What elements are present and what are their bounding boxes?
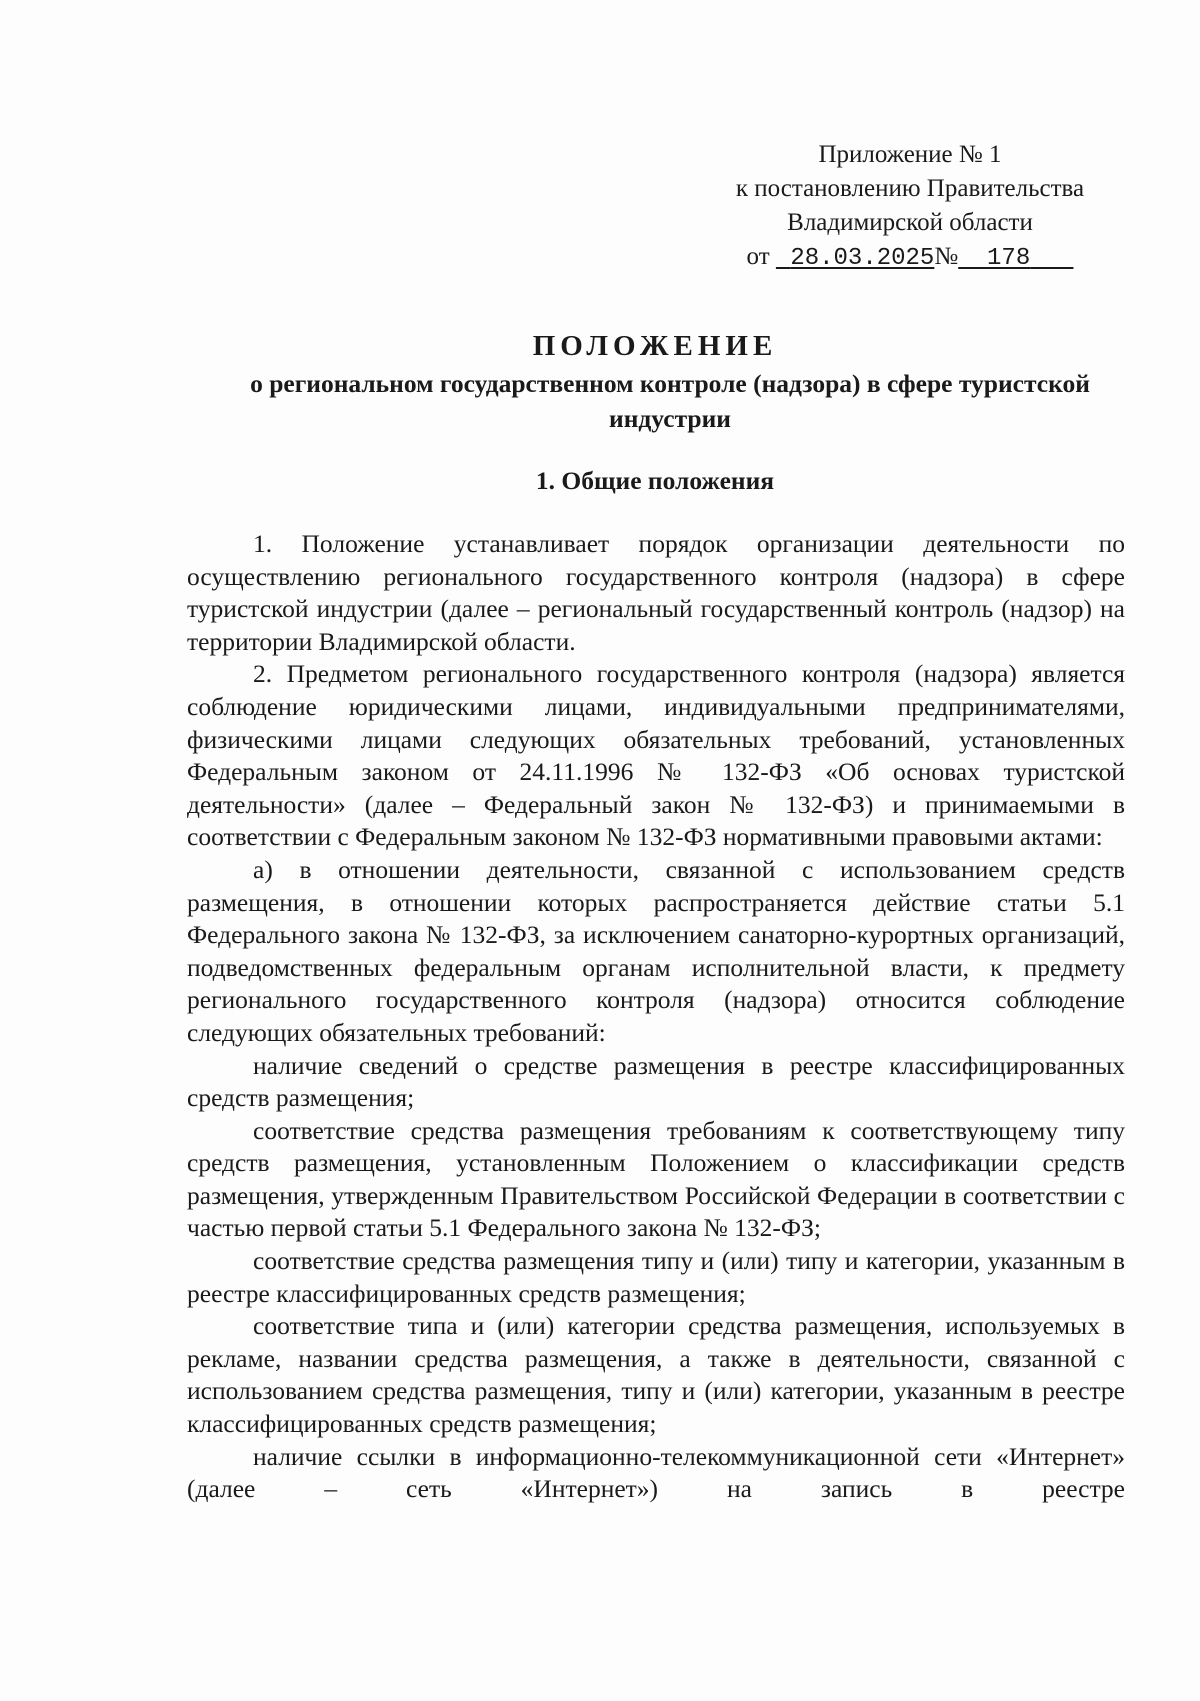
document-body bbox=[187, 528, 1125, 1506]
document-subtitle: о региональном государственном контроле (надзора) в сфере туристской индустрии bbox=[250, 369, 1090, 433]
paragraph: соответствие типа и (или) категории средства размещения, используемых в рекламе, названии средства размещения, а также в деятельности, связанной с использованием средства размещения, типу и (или) категории, указанным в реестре классифицированных средств размещения; bbox=[187, 1311, 1125, 1439]
paragraph: соответствие средства размещения требованиям к соответствующему типу средств размещения, установленным Положением о классификации средств размещения, утвержденным Правительством Российской Федерации в соответствии с частью первой статьи 5.1 Федерального закона № 132-ФЗ; bbox=[187, 1115, 1125, 1243]
resolution-number: 178 bbox=[987, 245, 1031, 272]
resolution-date: 28.03.2025 bbox=[790, 245, 935, 272]
paragraph: соответствие средства размещения типу и (или) типу и категории, указанным в реестре классифицированных средств размещения; bbox=[187, 1246, 1125, 1308]
paragraph: 2. Предметом регионального государственного контроля (надзора) является соблюдение юридическими лицами, индивидуальными предпринимателями, физическими лицами следующих обязательных требований, установленных Федеральным законом от 24.11.1996 № 132-ФЗ «Об основах туристской деятельности» (далее – Федеральный закон № 132-ФЗ) и принимаемыми в соответствии с Федеральным законом № 132-ФЗ нормативными правовыми актами: bbox=[187, 659, 1125, 852]
document-title: ПОЛОЖЕНИЕ bbox=[532, 330, 778, 362]
number-sign: № bbox=[934, 243, 959, 270]
paragraph: наличие ссылки в информационно-телекоммуникационной сети «Интернет» (далее – сеть «Интернет») на запись в реестре bbox=[187, 1441, 1125, 1504]
appendix-resolution-ref: к постановлению Правительства bbox=[735, 175, 1085, 202]
appendix-date-line bbox=[700, 240, 1120, 276]
appendix-header bbox=[700, 138, 1120, 276]
appendix-number: Приложение № 1 bbox=[818, 141, 1002, 168]
section-heading: 1. Общие положения bbox=[535, 466, 775, 495]
paragraph: а) в отношении деятельности, связанной с использованием средств размещения, в отношении которых распространяется действие статьи 5.1 Федерального закона № 132-ФЗ, за исключением санаторно-курортных организаций, подведомственных федеральным органам исполнительной власти, к предмету регионального государственного контроля (надзора) относится соблюдение следующих обязательных требований: bbox=[187, 854, 1125, 1047]
date-prefix: от bbox=[746, 243, 770, 270]
paragraph: наличие сведений о средстве размещения в реестре классифицированных средств размещения; bbox=[187, 1050, 1125, 1113]
appendix-region: Владимирской области bbox=[787, 209, 1033, 236]
paragraph: 1. Положение устанавливает порядок организации деятельности по осуществлению регионального государственного контроля (надзора) в сфере туристской индустрии (далее – региональный государственный контроль (надзор) на территории Владимирской области. bbox=[187, 529, 1125, 656]
